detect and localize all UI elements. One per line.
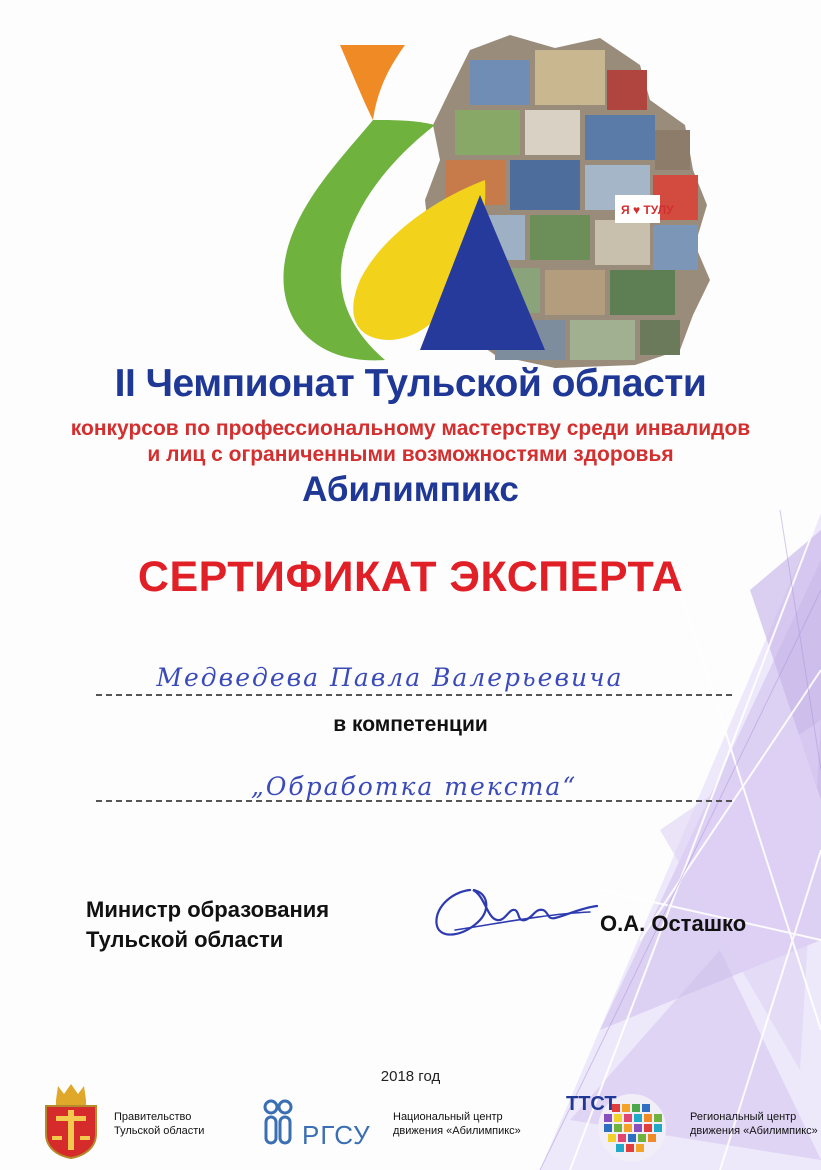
rgsu-logo-icon <box>262 1098 302 1148</box>
abilympics-logo <box>255 30 715 375</box>
year-label: 2018 год <box>380 1068 441 1085</box>
gov-tula-line-2: Тульской области <box>114 1125 205 1137</box>
gov-tula-line-1: Правительство <box>114 1111 192 1123</box>
recipient-name: Медведева Павла Валерьевича <box>156 663 624 692</box>
logo-orange-shape <box>340 45 405 120</box>
recipient-dotted-line <box>96 694 732 696</box>
competence-dotted-line <box>96 800 732 802</box>
handwritten-signature <box>425 878 600 948</box>
brand-name: Абилимпикс <box>302 470 519 509</box>
subtitle-line-2: и лиц с ограниченными возможностями здоровья <box>147 443 674 466</box>
gov-tula-label <box>114 1110 204 1138</box>
championship-title: II Чемпионат Тульской области <box>114 362 707 405</box>
signer-name: О.А. Осташко <box>600 911 747 936</box>
competence-name: „Обработка текста“ <box>250 772 578 801</box>
position-line-1: Министр образования <box>86 897 330 922</box>
national-center-line-1: Национальный центр <box>393 1111 503 1123</box>
national-center-label <box>393 1110 521 1138</box>
competence-label: в компетенции <box>333 713 488 736</box>
national-center-line-2: движения «Абилимпикс» <box>393 1125 521 1137</box>
subtitle-line-1: конкурсов по профессиональному мастерству среди инвалидов <box>70 417 751 440</box>
position-line-2: Тульской области <box>86 927 284 952</box>
regional-center-label <box>690 1110 818 1138</box>
svg-text:Я ♥ ТУЛУ: Я ♥ ТУЛУ <box>621 203 674 217</box>
rgsu-name: РГСУ <box>302 1120 371 1150</box>
championship-subtitle <box>0 416 821 468</box>
ttst-name: ТТСТ <box>566 1093 617 1115</box>
tula-coat-of-arms-icon <box>40 1082 102 1160</box>
certificate-heading: СЕРТИФИКАТ ЭКСПЕРТА <box>137 553 684 601</box>
regional-center-line-1: Региональный центр <box>690 1111 797 1123</box>
minister-position <box>86 895 329 955</box>
regional-center-line-2: движения «Абилимпикс» <box>690 1125 818 1137</box>
